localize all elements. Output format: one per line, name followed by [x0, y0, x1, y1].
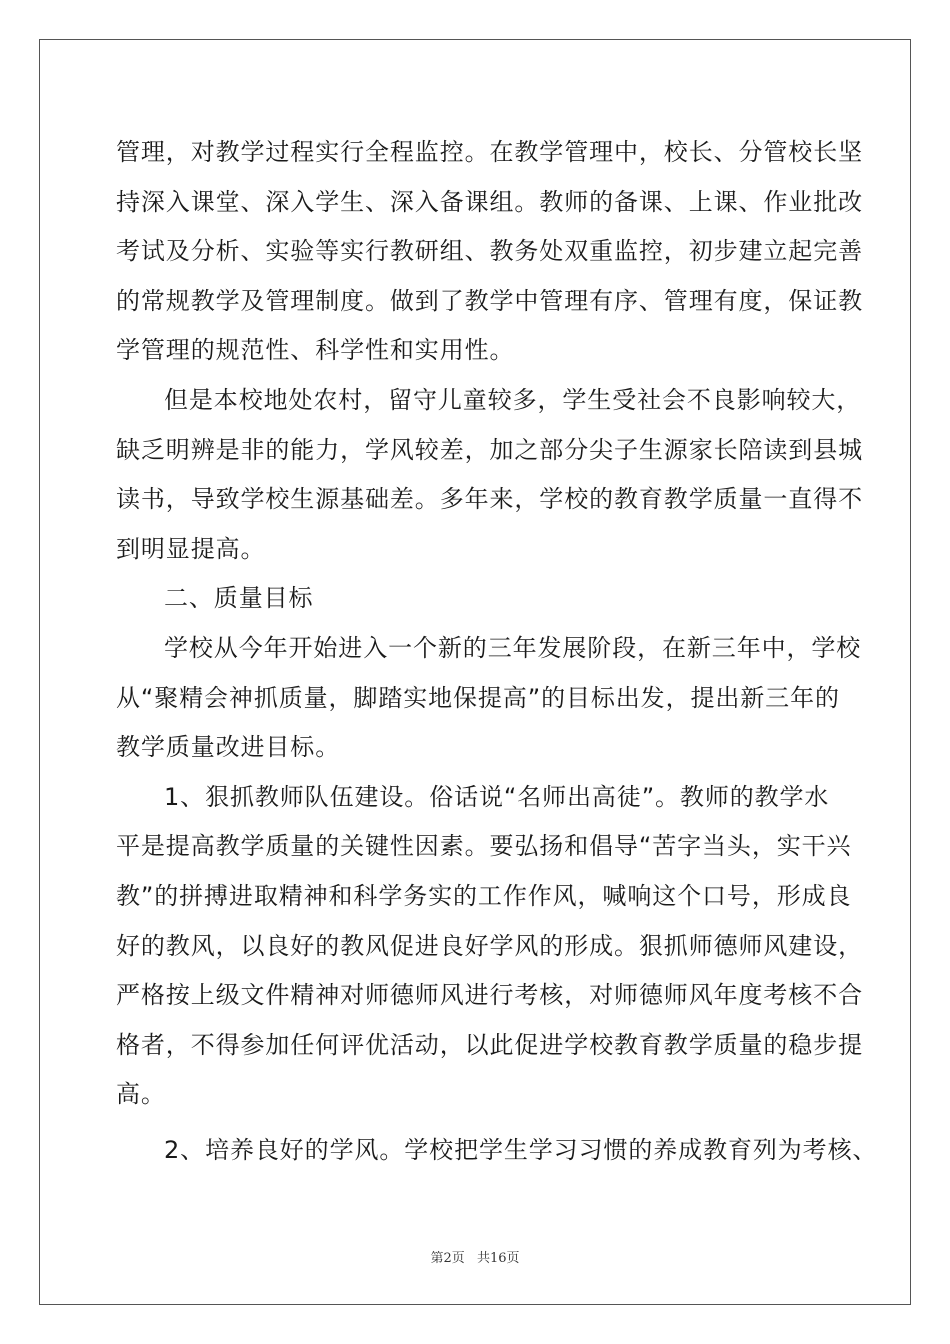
paragraph-line: 缺乏明辨是非的能力，学风较差，加之部分尖子生源家长陪读到县城	[116, 435, 863, 464]
paragraph-line: 学校从今年开始进入一个新的三年发展阶段，在新三年中，学校	[164, 633, 862, 662]
paragraph-line: 1、狠抓教师队伍建设。俗话说“名师出高徒”。教师的教学水	[164, 782, 830, 811]
page-number-total: 共16页	[476, 1251, 520, 1266]
paragraph-line: 考试及分析、实验等实行教研组、教务处双重监控，初步建立起完善	[116, 237, 863, 266]
paragraph-line: 的常规教学及管理制度。做到了教学中管理有序、管理有度，保证教	[116, 286, 863, 315]
paragraph-line: 读书，导致学校生源基础差。多年来，学校的教育教学质量一直得不	[116, 485, 863, 514]
paragraph-line: 严格按上级文件精神对师德师风进行考核，对师德师风年度考核不合	[116, 981, 863, 1010]
paragraph-line: 管理，对教学过程实行全程监控。在教学管理中，校长、分管校长坚	[116, 138, 863, 166]
paragraph-line: 从“聚精会神抓质量，脚踏实地保提高”的目标出发，提出新三年的	[116, 683, 840, 712]
page-number-current: 第2页	[430, 1251, 465, 1266]
paragraph-line: 格者，不得参加任何评优活动，以此促进学校教育教学质量的稳步提	[116, 1030, 863, 1059]
paragraph-line: 教学质量改进目标。	[116, 733, 341, 762]
page-footer	[0, 1247, 950, 1266]
paragraph-line: 平是提高教学质量的关键性因素。要弘扬和倡导“苦字当头，实干兴	[116, 832, 852, 861]
paragraph-line: 高。	[116, 1080, 166, 1109]
document-body	[116, 128, 878, 1175]
paragraph-line: 学管理的规范性、科学性和实用性。	[116, 336, 515, 365]
section-heading: 二、质量目标	[164, 584, 314, 613]
paragraph-line: 好的教风，以良好的教风促进良好学风的形成。狠抓师德师风建设，	[116, 931, 863, 960]
paragraph-line: 但是本校地处农村，留守儿童较多，学生受社会不良影响较大，	[164, 385, 862, 414]
paragraph-line: 教”的拼搏进取精神和科学务实的工作作风，喊响这个口号，形成良	[116, 881, 852, 910]
paragraph-line: 到明显提高。	[116, 534, 266, 563]
paragraph-line: 持深入课堂、深入学生、深入备课组。教师的备课、上课、作业批改	[116, 187, 863, 216]
paragraph-line: 2、培养良好的学风。学校把学生学习习惯的养成教育列为考核、	[164, 1135, 878, 1164]
